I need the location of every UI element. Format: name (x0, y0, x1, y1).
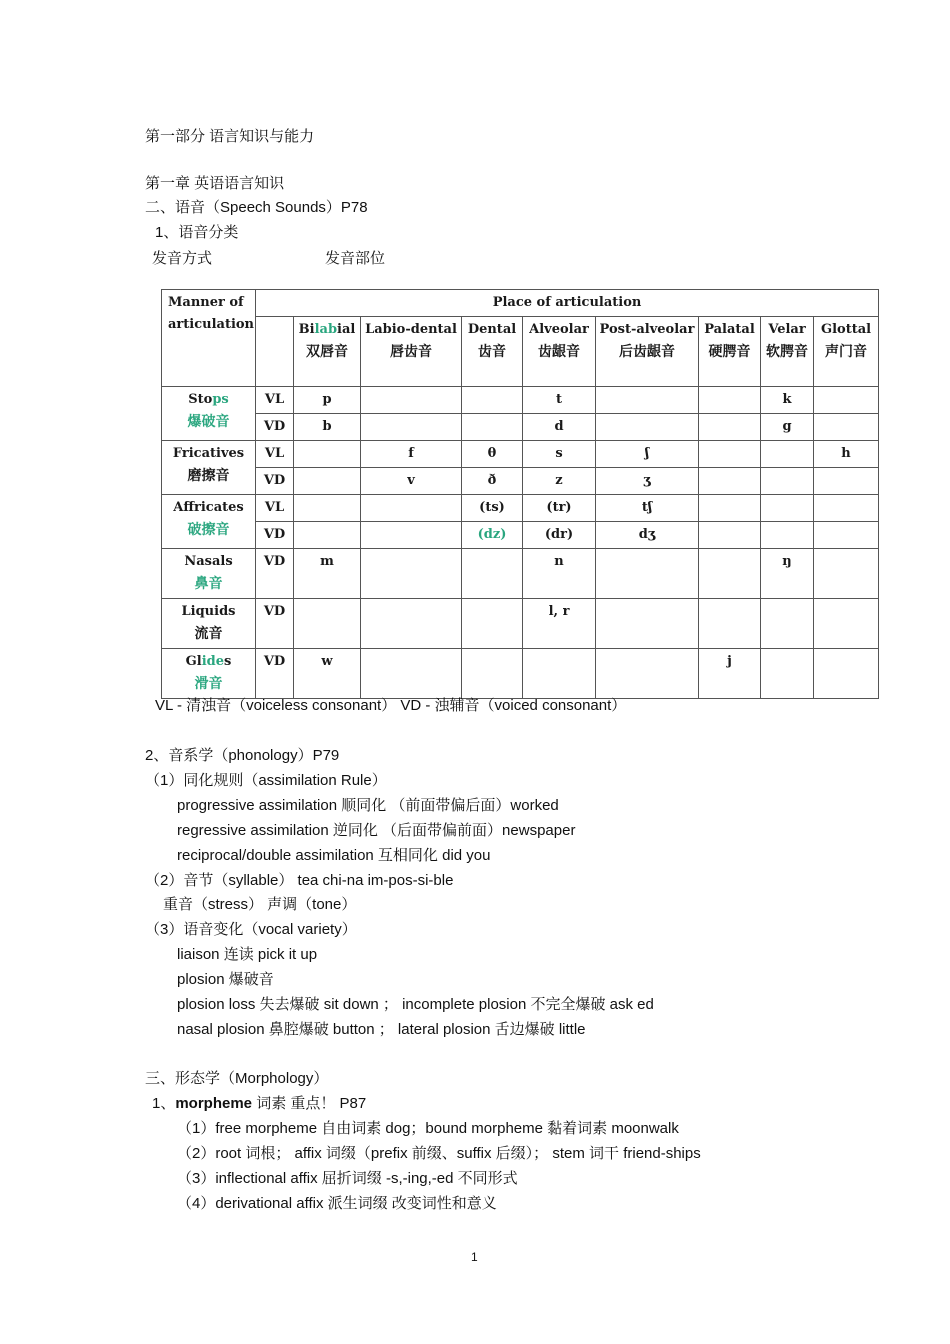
manner-stops: Stops 爆破音 (162, 387, 256, 441)
morph-free-bound: （1）free morpheme 自由词素 dog；bound morpheme 黏着词素 moonwalk (177, 1120, 679, 1137)
glides-row: Glides 滑音 VD w j (162, 649, 879, 699)
phonology-title: 2、音系学（phonology）P79 (145, 747, 340, 764)
section-speech-sounds: 二、语音（Speech Sounds）P78 (145, 199, 368, 216)
nasals-row: Nasals 鼻音 VD m n ŋ (162, 549, 879, 599)
vocal-plosion-loss: plosion loss 失去爆破 sit down ； incomplete plosion 不完全爆破 ask ed (177, 996, 654, 1013)
manner-affricates: Affricates 破擦音 (162, 495, 256, 549)
chapter-title: 第一章 英语语言知识 (145, 175, 285, 192)
place-velar: Velar 软腭音 (761, 317, 814, 387)
consonant-table (161, 289, 879, 699)
manner-liquids: Liquids 流音 (162, 599, 256, 649)
place-header: Place of articulation (256, 290, 879, 317)
place-label: 发音部位 (325, 250, 386, 267)
affricates-vl-row: Affricates 破擦音 VL (ts) (tr) tʃ (162, 495, 879, 522)
assimilation-title: （1）同化规则（assimilation Rule） (145, 772, 387, 789)
place-labiodental: Labio-dental 唇齿音 (361, 317, 462, 387)
affricates-vd-row: VD (dz) (dr) dʒ (162, 522, 879, 549)
place-palatal: Palatal 硬腭音 (699, 317, 761, 387)
manner-label: 发音方式 (152, 250, 213, 267)
assimilation-progressive: progressive assimilation 顺同化 （前面带偏后面）worked (177, 797, 559, 814)
voicing-header (256, 317, 294, 387)
morpheme-heading: 1、morpheme 词素 重点！ P87 (152, 1095, 367, 1112)
place-alveolar: Alveolar 齿龈音 (523, 317, 596, 387)
morph-root-affix: （2）root 词根； affix 词缀（prefix 前缀、suffix 后缀）； stem 词干 friend-ships (177, 1145, 701, 1162)
place-postalveolar: Post-alveolar 后齿龈音 (596, 317, 699, 387)
manner-header: Manner of articulation (162, 290, 256, 387)
stops-vl-row: Stops 爆破音 VL p t k (162, 387, 879, 414)
assimilation-reciprocal: reciprocal/double assimilation 互相同化 did you (177, 847, 491, 864)
vocal-liaison: liaison 连读 pick it up (177, 946, 318, 963)
morphology-title: 三、形态学（Morphology） (145, 1070, 329, 1087)
part-title: 第一部分 语言知识与能力 (145, 128, 315, 145)
subsection-classification: 1、语音分类 (155, 224, 239, 241)
manner-fricatives: Fricatives 磨擦音 (162, 441, 256, 495)
stops-vd-row: VD b d g (162, 414, 879, 441)
vocal-nasal-plosion: nasal plosion 鼻腔爆破 button ； lateral plosion 舌边爆破 little (177, 1021, 586, 1038)
assimilation-regressive: regressive assimilation 逆同化 （后面带偏前面）newspaper (177, 822, 576, 839)
place-dental: Dental 齿音 (462, 317, 523, 387)
place-row (162, 317, 879, 387)
vocal-plosion: plosion 爆破音 (177, 971, 274, 988)
fricatives-vl-row: Fricatives 磨擦音 VL f θ s ʃ h (162, 441, 879, 468)
place-glottal: Glottal 声门音 (814, 317, 879, 387)
syllable-line: （2）音节（syllable） tea chi-na im-pos-si-ble (145, 872, 454, 889)
morph-derivational: （4）derivational affix 派生词缀 改变词性和意义 (177, 1195, 497, 1212)
place-bilabial: Bilabial 双唇音 (294, 317, 361, 387)
vocal-variety-title: （3）语音变化（vocal variety） (145, 921, 357, 938)
page-number: 1 (471, 1250, 478, 1264)
manner-nasals: Nasals 鼻音 (162, 549, 256, 599)
stress-tone-line: 重音（stress） 声调（tone） (163, 896, 357, 913)
header-row (162, 290, 879, 317)
morph-inflectional: （3）inflectional affix 屈折词缀 -s,-ing,-ed 不同形式 (177, 1170, 518, 1187)
fricatives-vd-row: VD v ð z ʒ (162, 468, 879, 495)
manner-glides: Glides 滑音 (162, 649, 256, 699)
voicing-legend: VL - 清浊音（voiceless consonant） VD - 浊辅音（voiced consonant） (155, 697, 627, 714)
liquids-row: Liquids 流音 VD l, r (162, 599, 879, 649)
